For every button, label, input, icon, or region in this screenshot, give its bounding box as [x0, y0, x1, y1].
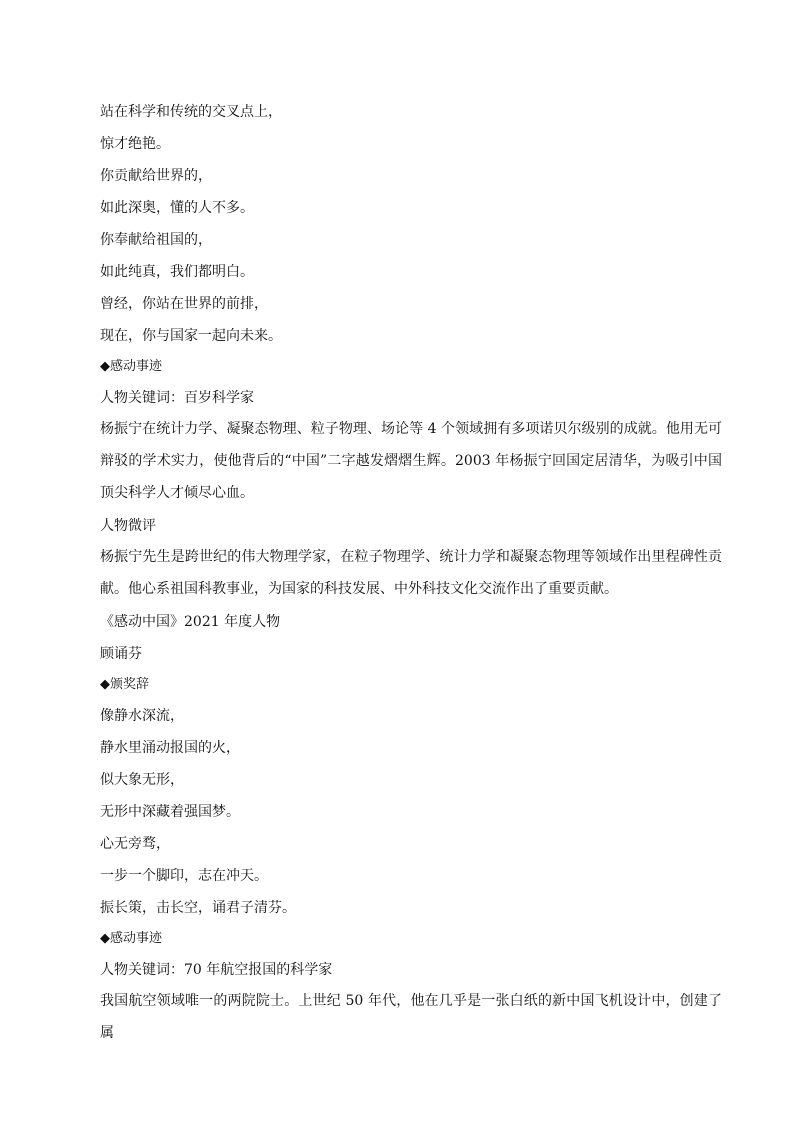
keyword-line: 人物关键词：70 年航空报国的科学家: [100, 962, 333, 978]
poem-line: 振长策，击长空，诵君子清芬。: [100, 900, 296, 916]
poem-line: 一步一个脚印，志在冲天。: [100, 868, 268, 884]
poem-line: 静水里涌动报国的火，: [100, 740, 240, 756]
person-name: 顾诵芬: [100, 646, 142, 662]
comment-heading: 人物微评: [100, 518, 156, 534]
poem-line: 像静水深流，: [100, 708, 184, 724]
poem-line: 心无旁骛，: [100, 836, 170, 852]
poem-line: 似大象无形，: [100, 772, 184, 788]
deeds-paragraph: [100, 985, 722, 1041]
keyword-line: 人物关键词：百岁科学家: [100, 390, 254, 406]
deeds-heading: ◆感动事迹: [100, 359, 162, 374]
comment-paragraph: [100, 541, 722, 605]
deeds-heading: ◆感动事迹: [100, 931, 162, 946]
poem-line: 你贡献给世界的，: [100, 168, 212, 184]
poem-line: 你奉献给祖国的，: [100, 232, 212, 248]
comment-text: 杨振宁先生是跨世纪的伟大物理学家，在粒子物理学、统计力学和凝聚态物理等领域作出里程碑性贡献。他心系祖国科教事业，为国家的科技发展、中外科技文化交流作出了重要贡献。: [100, 549, 722, 597]
poem-line: 站在科学和传统的交叉点上，: [100, 104, 282, 120]
poem-line: 无形中深藏着强国梦。: [100, 804, 240, 820]
poem-line: 如此纯真，我们都明白。: [100, 264, 254, 280]
award-heading: ◆颁奖辞: [100, 677, 149, 692]
poem-line: 曾经，你站在世界的前排，: [100, 296, 268, 312]
poem-line: 如此深奥，懂的人不多。: [100, 200, 254, 216]
poem-line: 现在，你与国家一起向未来。: [100, 328, 282, 344]
poem-line: 惊才绝艳。: [100, 136, 170, 152]
section-title: 《感动中国》2021 年度人物: [100, 614, 281, 630]
deeds-text: 杨振宁在统计力学、凝聚态物理、粒子物理、场论等 4 个领域拥有多项诺贝尔级别的成就。他用无可辩驳的学术实力，使他背后的“中国”二字越发熠熠生辉。2003 年杨振宁回国定居清华，为吸引中国顶尖科学人才倾尽心血。: [100, 421, 722, 501]
deeds-text: 我国航空领域唯一的两院院士。上世纪 50 年代，他在几乎是一张白纸的新中国飞机设计中，创建了属: [100, 993, 722, 1041]
deeds-paragraph: [100, 413, 722, 509]
